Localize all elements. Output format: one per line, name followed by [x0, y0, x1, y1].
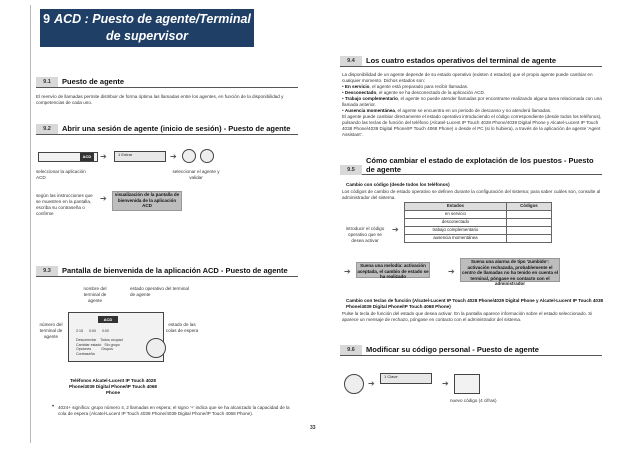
page-number: 33 [310, 425, 316, 431]
section-title: Los cuatro estados operativos del terminal de agente [366, 56, 557, 65]
enter-code-label: introducir el código operativo que se desea activar [345, 226, 385, 243]
acd-key: ACD [80, 153, 94, 161]
state-name: Desconectado [344, 90, 377, 95]
login-screen: 1 Entrar [114, 151, 166, 162]
acd-screen-title: ACD [98, 316, 118, 323]
section-9-1-header [36, 77, 298, 88]
screen-softkey[interactable]: Contraseña [76, 351, 95, 356]
arrow-right-icon: ➔ [344, 267, 351, 276]
table-cell: ausencia momentánea [405, 235, 507, 243]
keypad-icon [454, 374, 480, 394]
screen-softkey[interactable]: Desconectar [76, 338, 97, 342]
section-9-1-body: El reenvío de llamadas permite distribuir de forma óptima las llamadas entre los agentes, en función de la disponibilidad y competencias de cada uno. [36, 94, 284, 105]
screen-menu [76, 338, 123, 356]
screen-softkey[interactable]: Cambiar estado [76, 342, 102, 347]
table-cell [506, 235, 551, 243]
select-agent-label: seleccionar el agente y validar [172, 169, 220, 180]
section-9-6-header [340, 345, 602, 356]
section-9-2-header [36, 124, 298, 135]
table-header: Estados [405, 203, 507, 211]
screen-value: 0:00 [89, 329, 96, 333]
chapter-banner [40, 9, 254, 47]
state-name: Ausencia momentánea [344, 108, 395, 113]
navigator-icon [146, 338, 166, 358]
section-title: Modificar su código personal - Puesto de agente [366, 345, 539, 354]
screen-row-1 [76, 329, 109, 334]
table-header: Códigos [506, 203, 551, 211]
op-state-label: estado operativo del terminal de agente [130, 286, 189, 297]
rejected-box: Suena una alarma de tipo 'zumbido': activación rechazada, probablemente el centro de llamadas no ha tenido en cuenta el terminal, póngase en contacto con el administrador [461, 259, 559, 286]
screen-softkey[interactable]: Grupos [101, 347, 113, 351]
state-item: • Trabajo complementario, el agente no puede atender llamadas por encontrarse realizando alguna tarea relacionada con una llamada anterior. [342, 96, 602, 107]
navigator-icon [344, 374, 364, 394]
outro-text: El agente puede cambiar directamente el estado operativo introduciendo el código correspondiente (desde todos los teléfonos), pulsando las teclas de función del teléfono (Alcatel-Lucent IP Touch 4028 Phone/4039 Digital Phone y Alcatel-Lucent IP Touch 4038 Phone/4039 Digital Phone/IP Touch 4068 Phone) o desde el PC (si lo hubiera), a través de la aplicación de agente 'Agent Assistant'. [342, 114, 602, 137]
phone-caption: Teléfonos Alcatel-Lucent IP Touch 4028 Phone/4039 Digital Phone/IP Touch 4068 Phone [69, 378, 157, 395]
table-cell: en servicio [405, 211, 507, 219]
screen-value: 2:15 [76, 329, 83, 333]
section-title: Abrir una sesión de agente (inicio de sesión) - Puesto de agente [62, 124, 291, 133]
arrow-right-icon: ➔ [442, 379, 449, 388]
screen-value: 0:00 [102, 329, 109, 333]
state-desc: , el agente está preparado para recibir llamadas. [369, 84, 469, 89]
queue-note: 4024+ significa: grupo número 4, 2 llamadas en espera; el signo '+' indica que se ha alcanzado la capacidad de la cola de espera (Alcatel-Lucent IP Touch 4038 Phone/4039 Digital Phone/IP Touch 4068 Phone). [58, 405, 290, 416]
bullet-icon: • [52, 404, 55, 410]
table-cell [506, 219, 551, 227]
table-cell [506, 227, 551, 235]
section-title: Puesto de agente [62, 77, 125, 86]
section-tag: 9.3 [36, 266, 58, 276]
select-app-label: seleccionar la aplicación ACD [36, 169, 86, 180]
section-tag: 9.6 [340, 345, 362, 355]
state-item: • Ausencia momentánea, el agente se encuentra en un periodo de descanso y no atenderá llamadas. [342, 108, 552, 113]
password-screen: 1 Clave [380, 373, 432, 384]
arrow-right-icon: ➔ [368, 379, 375, 388]
arrow-right-icon: ➔ [392, 225, 399, 234]
instructions-label: según las instrucciones que se muestren en la pantalla, escriba su contraseña o confirme [36, 193, 93, 216]
terminal-number-label: número del terminal de agente [39, 322, 63, 339]
arrow-right-icon: ➔ [100, 194, 107, 203]
table-cell: trabajo complementario [405, 227, 507, 235]
chapter-number: 9 [43, 12, 51, 26]
agent-name-label: nombre del terminal de agente [83, 286, 107, 303]
chapter-title: ACD : Puesto de agente/Terminal de supervisor [54, 12, 251, 43]
subheading-keys: Cambio con teclas de función (Alcatel-Lucent IP Touch 4028 Phone/4029 Digital Phone y Alcatel-Lucent IP Touch 4038 Phone/4039 Digital Phone/IP Touch 4068 Phone) [346, 298, 604, 309]
queue-state-label: estado de las colas de espera [165, 322, 199, 333]
arrow-right-icon: ➔ [170, 152, 177, 161]
table-cell [506, 211, 551, 219]
ok-key-icon [200, 149, 214, 163]
arrow-right-icon: ➔ [448, 267, 455, 276]
screen-softkey[interactable]: Sin grupo [104, 342, 120, 347]
keys-body: Pulse la tecla de función del estado que desea activar. En la pantalla aparece información sobre el estado seleccionado. Si aparece un mensaje de rechazo, póngase en contacto con el administrador del sistema. [342, 311, 593, 322]
section-9-4-header [340, 56, 602, 67]
state-code-table [404, 202, 552, 243]
subheading-code: Cambio con código (desde todos los teléfonos) [346, 182, 450, 187]
section-tag: 9.1 [36, 77, 58, 87]
state-item: • En servicio, el agente está preparado para recibir llamadas. [342, 84, 469, 89]
table-cell: desconectado [405, 219, 507, 227]
navigator-icon [182, 149, 196, 163]
section-9-4-body [342, 72, 604, 138]
section-tag: 9.2 [36, 124, 58, 134]
state-desc: , el agente se encuentra en un periodo de descanso y no atenderá llamadas. [394, 108, 552, 113]
new-code-label: nuevo código (4 cifras) [450, 398, 497, 403]
welcome-box: visualización de la pantalla de bienvenida de la aplicación ACD [112, 191, 182, 211]
state-desc: , el agente no puede atender llamadas por encontrarse realizando alguna tarea relacionada con una llamada anterior. [342, 96, 602, 107]
arrow-right-icon: ➔ [100, 152, 107, 161]
section-tag: 9.4 [340, 56, 362, 66]
intro-text: La disponibilidad de un agente depende de su estado operativo (existen 4 estados) que el propio agente puede cambiar en cualquier momento. Dichos estados son: [342, 72, 593, 83]
state-name: En servicio [344, 84, 370, 89]
code-body: Los códigos de cambio de estado operativo se definen durante la configuración del sistema; para saber cuáles son, consulte al administrador del sistema. [342, 189, 601, 200]
section-title: Cómo cambiar el estado de explotación de los puestos - Puesto de agente [366, 156, 594, 174]
section-tag: 9.5 [340, 165, 362, 175]
screen-softkey[interactable]: Todos ocupad [100, 338, 123, 342]
screen-softkey[interactable]: Opciones [76, 347, 92, 351]
section-title: Pantalla de bienvenida de la aplicación ACD - Puesto de agente [62, 266, 288, 275]
section-9-5-header [340, 156, 602, 175]
state-item: • Desconectado, el agente se ha desconectado de la aplicación ACD. [342, 90, 486, 95]
accepted-box: Suena una melodía: activación aceptada, el cambio de estado se ha realizado [357, 263, 429, 279]
state-desc: , el agente se ha desconectado de la aplicación ACD. [376, 90, 486, 95]
state-name: Trabajo complementario [344, 96, 398, 101]
section-9-3-header [36, 266, 298, 277]
